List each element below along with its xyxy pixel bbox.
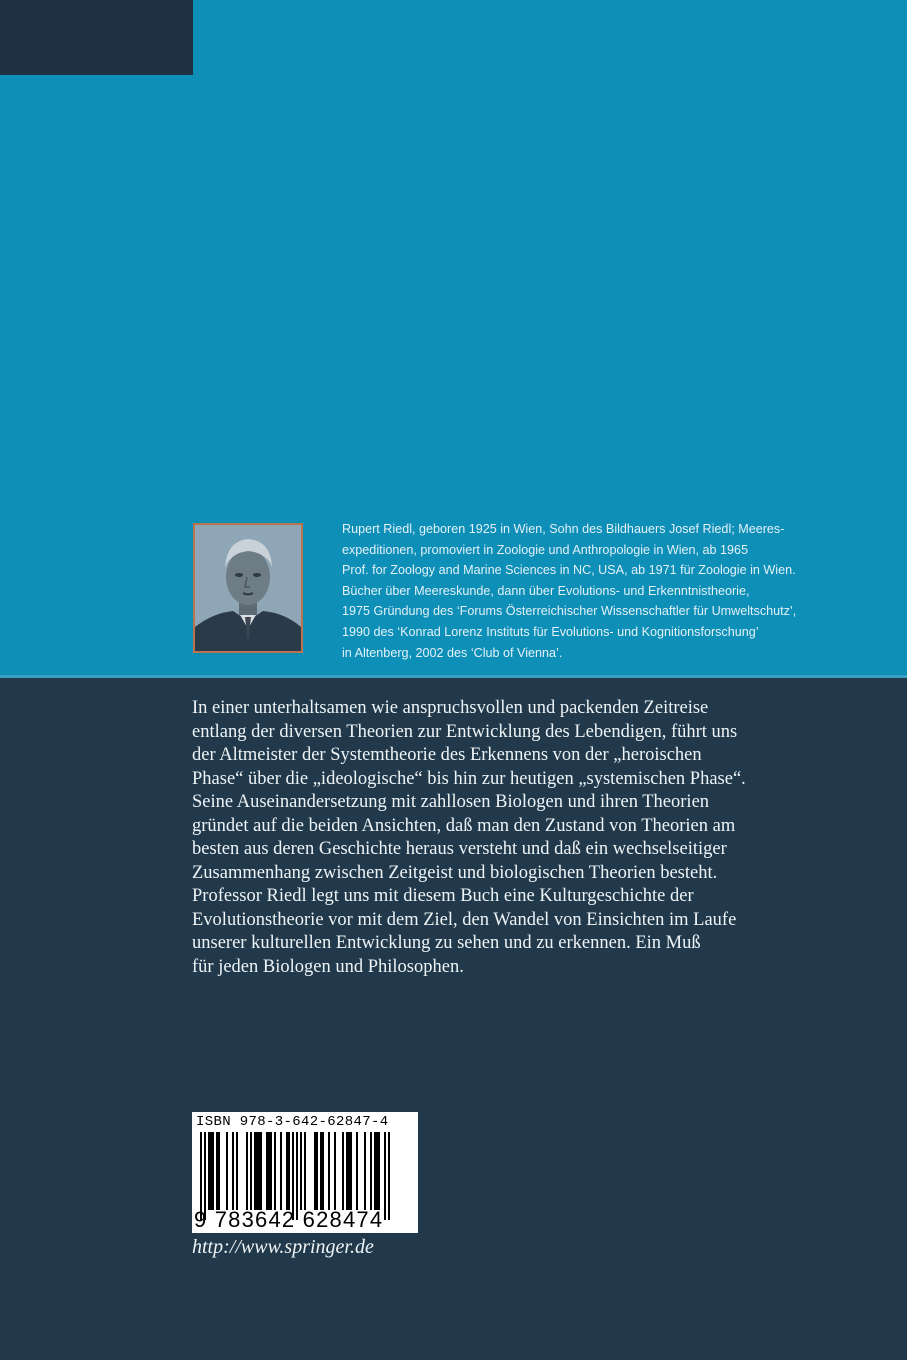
- barcode-bar: [268, 1132, 270, 1210]
- barcode-bar: [270, 1132, 272, 1210]
- barcode-bar: [254, 1132, 256, 1210]
- barcode-bar: [316, 1132, 318, 1210]
- description-line: der Altmeister der Systemtheorie des Erkennens von der „heroischen: [192, 745, 702, 765]
- author-bio-line: Bücher über Meereskunde, dann über Evolutions- und Erkenntnistheorie,: [342, 583, 750, 598]
- publisher-website[interactable]: http://www.springer.de: [192, 1236, 374, 1258]
- barcode-bar: [260, 1132, 262, 1210]
- description-line: Evolutionstheorie vor mit dem Ziel, den Wandel von Einsichten im Laufe: [192, 909, 737, 930]
- description-line: gründet auf die beiden Ansichten, daß man den Zustand von Theorien am: [192, 815, 736, 836]
- barcode-bar: [280, 1132, 282, 1210]
- panel-divider: [0, 675, 907, 678]
- description-line: In einer unterhaltsamen wie anspruchsvollen und packenden Zeitreise: [192, 698, 709, 718]
- barcode-bar: [346, 1132, 348, 1210]
- corner-block: [0, 0, 193, 75]
- barcode-bar: [256, 1132, 258, 1210]
- author-bio-line: in Altenberg, 2002 des ‘Club of Vienna’.: [342, 645, 563, 660]
- barcode-bar: [370, 1132, 372, 1210]
- barcode-bar: [266, 1132, 268, 1210]
- author-bio-line: 1975 Gründung des ‘Forums Österreichischer Wissenschaftler für Umweltschutz’,: [342, 604, 797, 619]
- barcode-bar: [226, 1132, 228, 1210]
- barcode-bar: [286, 1132, 288, 1210]
- barcode-bar: [218, 1132, 220, 1210]
- barcode-bar: [210, 1132, 212, 1210]
- barcode-bar: [246, 1132, 248, 1210]
- author-portrait-image: [195, 525, 301, 651]
- isbn-label: ISBN 978-3-642-62847-4: [196, 1114, 389, 1130]
- author-bio-line: Rupert Riedl, geboren 1925 in Wien, Sohn des Bildhauers Josef Riedl; Meeres-: [342, 522, 785, 536]
- barcode-bar: [250, 1132, 252, 1210]
- author-bio-line: expeditionen, promoviert in Zoologie und Anthropologie in Wien, ab 1965: [342, 542, 749, 557]
- barcode-bar: [288, 1132, 290, 1210]
- barcode-bar: [300, 1132, 302, 1210]
- barcode-bar: [356, 1132, 358, 1210]
- barcode-bar: [320, 1132, 322, 1210]
- barcode-bar: [384, 1132, 386, 1220]
- barcode-bar: [378, 1132, 380, 1210]
- description-line: Phase“ über die „ideologische“ bis hin zur heutigen „systemischen Phase“.: [192, 768, 746, 789]
- barcode-bar: [216, 1132, 218, 1210]
- author-bio-line: Prof. for Zoology and Marine Sciences in NC, USA, ab 1971 für Zoologie in Wien.: [342, 563, 796, 578]
- barcode-bar: [314, 1132, 316, 1210]
- barcode-bar: [258, 1132, 260, 1210]
- ean-digits: 9 783642 628474: [194, 1207, 384, 1232]
- description-line: besten aus deren Geschichte heraus versteht und daß ein wechselseitiger: [192, 839, 727, 859]
- barcode-bar: [342, 1132, 344, 1210]
- description-line: Zusammenhang zwischen Zeitgeist und biologischen Theorien besteht.: [192, 862, 718, 883]
- barcode-bar: [328, 1132, 330, 1210]
- author-photo: [193, 523, 303, 653]
- barcode-bar: [304, 1132, 306, 1210]
- barcode-bar: [348, 1132, 350, 1210]
- description-line: für jeden Biologen und Philosophen.: [192, 956, 464, 977]
- barcode-bar: [236, 1132, 238, 1210]
- author-bio: [342, 519, 822, 663]
- description-line: entlang der diversen Theorien zur Entwicklung des Lebendigen, führt uns: [192, 721, 738, 742]
- barcode-bar: [350, 1132, 352, 1210]
- barcode-bar: [322, 1132, 324, 1210]
- barcode-bar: [374, 1132, 376, 1210]
- barcode-bar: [212, 1132, 214, 1210]
- barcode-bar: [274, 1132, 276, 1210]
- barcode-bar: [334, 1132, 336, 1210]
- description-line: Professor Riedl legt uns mit diesem Buch eine Kulturgeschichte der: [192, 886, 694, 906]
- isbn-barcode: [192, 1112, 418, 1233]
- author-bio-line: 1990 des ‘Konrad Lorenz Instituts für Evolutions- und Kognitionsforschung’: [342, 624, 759, 639]
- book-description: [192, 697, 822, 979]
- barcode-bar: [364, 1132, 366, 1210]
- barcode-bar: [388, 1132, 390, 1220]
- description-line: Seine Auseinandersetzung mit zahllosen Biologen und ihren Theorien: [192, 792, 710, 812]
- description-line: unserer kulturellen Entwicklung zu sehen und zu erkennen. Ein Muß: [192, 933, 701, 953]
- barcode-bar: [232, 1132, 234, 1210]
- barcode-bar: [208, 1132, 210, 1210]
- barcode-bar: [376, 1132, 378, 1210]
